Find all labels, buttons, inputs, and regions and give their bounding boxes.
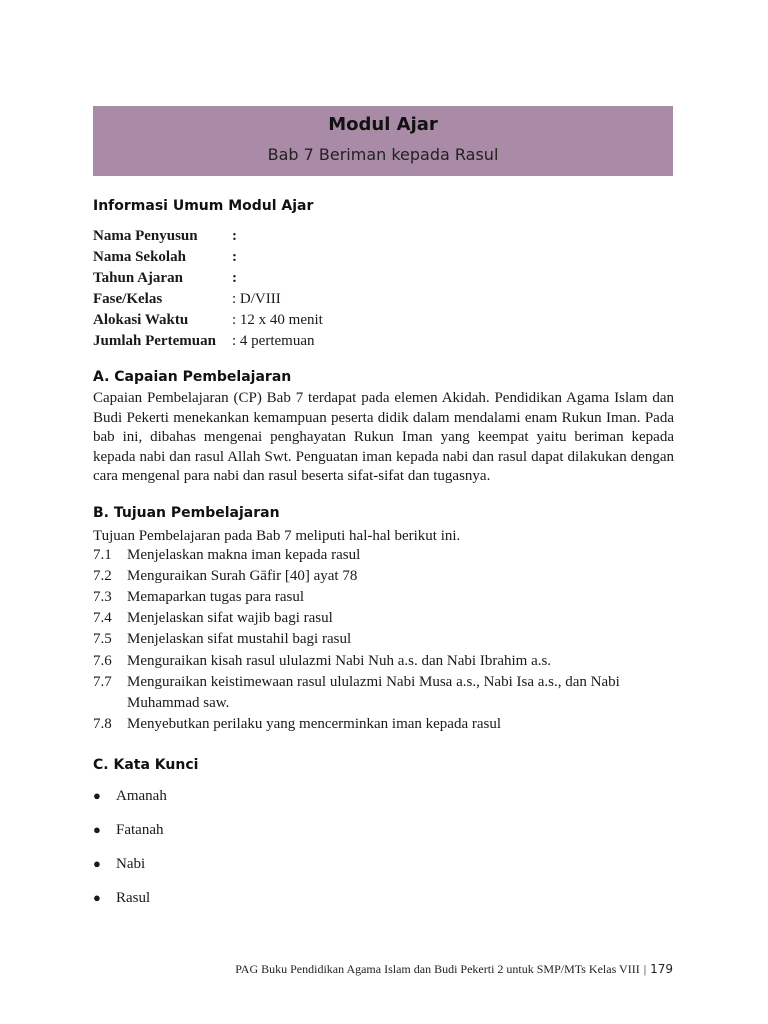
goal-number: 7.8 <box>93 716 112 732</box>
info-label: Jumlah Pertemuan <box>93 333 216 349</box>
info-row <box>93 289 323 310</box>
info-value: : 12 x 40 menit <box>232 312 323 328</box>
keyword-item <box>93 786 167 806</box>
section-a-heading: A. Capaian Pembelajaran <box>93 369 292 385</box>
goal-item <box>93 608 333 629</box>
goal-number: 7.1 <box>93 547 112 563</box>
goal-item <box>93 672 620 693</box>
keyword-item <box>93 888 150 908</box>
section-b-intro: Tujuan Pembelajaran pada Bab 7 meliputi hal-hal berikut ini. <box>93 528 461 544</box>
info-row <box>93 310 323 331</box>
bullet-icon: ● <box>93 890 101 905</box>
keyword-text: Rasul <box>116 890 151 906</box>
page-footer <box>235 962 673 977</box>
goal-item <box>93 629 351 650</box>
info-heading: Informasi Umum Modul Ajar <box>93 198 314 214</box>
goal-text: Menjelaskan sifat mustahil bagi rasul <box>127 631 352 647</box>
goal-number: 7.6 <box>93 653 112 669</box>
info-value: : <box>232 270 237 286</box>
info-row <box>93 331 323 352</box>
info-value: : 4 pertemuan <box>232 333 315 349</box>
info-row <box>93 268 323 289</box>
goal-number: 7.5 <box>93 631 112 647</box>
goal-item <box>93 714 501 735</box>
goal-text: Muhammad saw. <box>127 695 230 711</box>
module-title-banner <box>93 106 673 176</box>
module-title: Modul Ajar <box>328 114 438 135</box>
footer-book-title: PAG Buku Pendidikan Agama Islam dan Budi Pekerti 2 untuk SMP/MTs Kelas VIII <box>235 962 640 976</box>
info-value: : <box>232 249 237 265</box>
goal-number: 7.4 <box>93 610 112 626</box>
section-a-paragraph: Capaian Pembelajaran (CP) Bab 7 terdapat pada elemen Akidah. Pendidikan Agama Islam dan Budi Pekerti menekankan kemampuan peserta didik dalam mendalami enam Rukun Iman. Pada bab ini, dibahas mengenai penghayatan Rukun Iman yang keempat yaitu beriman kepada kepada nabi dan rasul Allah Swt. Penguatan iman kepada nabi dan rasul dapat dilakukan dengan cara mengenal para nabi dan rasul beserta sifat-sifat dan tugasnya. <box>93 390 674 485</box>
goal-item <box>93 587 304 608</box>
footer-separator: | <box>643 962 647 976</box>
goal-item <box>93 566 357 587</box>
info-row <box>93 226 323 247</box>
goal-text: Menyebutkan perilaku yang mencerminkan iman kepada rasul <box>127 716 502 732</box>
goal-number: 7.2 <box>93 568 112 584</box>
goal-number: 7.7 <box>93 674 112 690</box>
keyword-text: Amanah <box>116 788 167 804</box>
goal-text: Memaparkan tugas para rasul <box>127 589 305 605</box>
bullet-icon: ● <box>93 822 101 837</box>
bullet-icon: ● <box>93 856 101 871</box>
info-label: Tahun Ajaran <box>93 270 183 286</box>
page-number: 179 <box>650 962 673 976</box>
info-row <box>93 247 323 268</box>
keyword-text: Nabi <box>116 856 146 872</box>
section-b-heading: B. Tujuan Pembelajaran <box>93 505 280 521</box>
goal-item <box>93 651 551 672</box>
info-label: Nama Sekolah <box>93 249 186 265</box>
goal-number: 7.3 <box>93 589 112 605</box>
keyword-item <box>93 820 163 840</box>
info-value: : <box>232 228 237 244</box>
keyword-item <box>93 854 145 874</box>
section-c-heading: C. Kata Kunci <box>93 757 199 773</box>
info-label: Alokasi Waktu <box>93 312 189 328</box>
goal-text: Menguraikan Surah Gāfir [40] ayat 78 <box>127 568 358 584</box>
goal-item <box>93 545 360 566</box>
goal-text: Menguraikan kisah rasul ululazmi Nabi Nuh a.s. dan Nabi Ibrahim a.s. <box>127 653 552 669</box>
goal-text: Menguraikan keistimewaan rasul ululazmi Nabi Musa a.s., Nabi Isa a.s., dan Nabi <box>127 674 620 690</box>
bullet-icon: ● <box>93 788 101 803</box>
goal-item-continuation <box>93 693 229 714</box>
keyword-text: Fatanah <box>116 822 164 838</box>
module-subtitle: Bab 7 Beriman kepada Rasul <box>267 145 499 164</box>
goal-text: Menjelaskan sifat wajib bagi rasul <box>127 610 333 626</box>
info-value: : D/VIII <box>232 291 281 307</box>
info-table <box>93 226 323 352</box>
info-label: Nama Penyusun <box>93 228 198 244</box>
info-label: Fase/Kelas <box>93 291 163 307</box>
goal-text: Menjelaskan makna iman kepada rasul <box>127 547 361 563</box>
